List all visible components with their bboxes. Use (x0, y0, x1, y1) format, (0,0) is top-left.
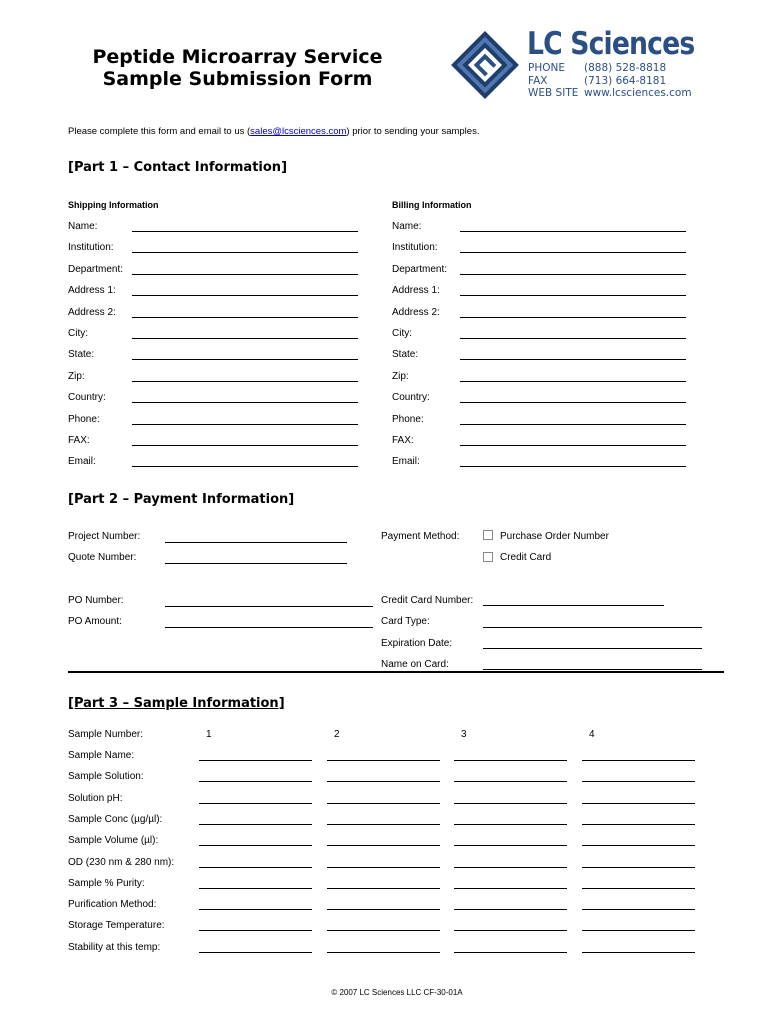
section-divider (68, 671, 724, 673)
billing-field-label: State: (392, 349, 419, 361)
shipping-field-input[interactable] (132, 231, 358, 232)
sample-row-input[interactable] (199, 867, 312, 868)
sample-row-input[interactable] (582, 930, 695, 931)
sample-row-input[interactable] (454, 781, 567, 782)
sample-row-input[interactable] (582, 845, 695, 846)
billing-field-label: Name: (392, 221, 422, 232)
sample-row-input[interactable] (199, 845, 312, 846)
expiration-field[interactable] (483, 648, 702, 649)
sample-row-input[interactable] (199, 888, 312, 889)
sample-row-label: Sample Volume (µl): (68, 835, 159, 847)
shipping-field-label: State: (68, 349, 95, 361)
form-title-line2: Sample Submission Form (102, 68, 373, 90)
shipping-field-input[interactable] (132, 402, 358, 403)
sample-row-label: Purification Method: (68, 899, 157, 911)
shipping-field-label: Institution: (68, 242, 114, 254)
billing-field-label: Institution: (392, 242, 438, 254)
shipping-field-input[interactable] (132, 381, 358, 382)
sample-row-input[interactable] (199, 781, 312, 782)
shipping-field-input[interactable] (132, 252, 358, 253)
sample-row-input[interactable] (582, 760, 695, 761)
card-type-label: Card Type: (381, 616, 430, 627)
sample-row-input[interactable] (582, 909, 695, 910)
phone-label: PHONE (528, 62, 565, 74)
sample-row-input[interactable] (327, 824, 440, 825)
billing-field-label: Department: (392, 263, 448, 275)
po-amount-field[interactable] (165, 627, 373, 628)
sample-row-input[interactable] (327, 888, 440, 889)
shipping-field-input[interactable] (132, 424, 358, 425)
shipping-field-label: Email: (68, 456, 96, 468)
billing-field-input[interactable] (460, 381, 686, 382)
sample-row-input[interactable] (199, 824, 312, 825)
quote-number-label: Quote Number: (68, 552, 137, 563)
billing-field-input[interactable] (460, 274, 686, 275)
company-name: LC Sciences (527, 26, 695, 62)
po-number-label: PO Number: (68, 595, 124, 606)
sample-row-label: Sample % Purity: (68, 877, 145, 889)
expiration-label: Expiration Date: (381, 638, 453, 649)
web-label: WEB SITE (528, 87, 579, 99)
form-title (90, 46, 385, 90)
sample-row-input[interactable] (454, 888, 567, 889)
sample-row-input[interactable] (454, 824, 567, 825)
project-number-label: Project Number: (68, 531, 141, 542)
billing-field-input[interactable] (460, 445, 686, 446)
lc-sciences-logo-icon (448, 28, 522, 102)
po-option-label: Purchase Order Number (500, 531, 609, 542)
shipping-field-input[interactable] (132, 359, 358, 360)
billing-field-label: Address 1: (392, 285, 440, 297)
shipping-field-input[interactable] (132, 295, 358, 296)
sample-row-input[interactable] (454, 867, 567, 868)
cc-number-field[interactable] (483, 605, 664, 606)
form-title-line1: Peptide Microarray Service (92, 46, 383, 68)
sample-row-input[interactable] (327, 952, 440, 953)
sample-row-input[interactable] (582, 803, 695, 804)
fax-value: (713) 664-8181 (584, 74, 667, 87)
sample-row-input[interactable] (327, 867, 440, 868)
sample-row-input[interactable] (582, 888, 695, 889)
name-on-card-label: Name on Card: (381, 659, 449, 670)
billing-field-label: Phone: (392, 413, 424, 425)
shipping-field-label: Phone: (68, 413, 100, 425)
billing-field-input[interactable] (460, 338, 686, 339)
sample-row-label: Storage Temperature: (68, 920, 165, 932)
shipping-field-label: FAX: (68, 435, 90, 446)
payment-method-label: Payment Method: (381, 531, 460, 542)
billing-field-input[interactable] (460, 424, 686, 425)
shipping-field-input[interactable] (132, 317, 358, 318)
billing-field-input[interactable] (460, 359, 686, 360)
sample-row-input[interactable] (199, 930, 312, 931)
sample-row-input[interactable] (582, 824, 695, 825)
sample-row-label: Sample Conc (µg/µl): (68, 813, 163, 825)
sample-row-label: Solution pH: (68, 792, 123, 804)
shipping-field-input[interactable] (132, 338, 358, 339)
sample-row-label: Sample Name: (68, 750, 135, 761)
po-checkbox[interactable] (483, 530, 493, 540)
billing-field-label: Zip: (392, 370, 409, 382)
name-on-card-field[interactable] (483, 669, 702, 670)
billing-field-label: FAX: (392, 435, 414, 446)
shipping-header: Shipping Information (68, 200, 159, 210)
sample-row-input[interactable] (582, 952, 695, 953)
shipping-field-input[interactable] (132, 445, 358, 446)
sample-row-input[interactable] (327, 909, 440, 910)
sample-row-input[interactable] (454, 845, 567, 846)
quote-number-field[interactable] (165, 563, 347, 564)
sample-row-label: OD (230 nm & 280 nm): (68, 856, 175, 868)
sample-number-label: Sample Number: (68, 729, 144, 740)
sample-col-3: 3 (461, 729, 467, 740)
shipping-field-label: City: (68, 328, 88, 339)
email-link[interactable]: sales@lcsciences.com (250, 126, 347, 137)
sample-row-input[interactable] (327, 803, 440, 804)
fax-label: FAX (528, 74, 548, 87)
phone-value: (888) 528-8818 (584, 62, 667, 74)
billing-field-input[interactable] (460, 295, 686, 296)
billing-field-input[interactable] (460, 252, 686, 253)
billing-field-label: Email: (392, 456, 420, 468)
sample-row-input[interactable] (199, 909, 312, 910)
po-number-field[interactable] (165, 606, 373, 607)
billing-field-label: Country: (392, 392, 430, 404)
sample-row-input[interactable] (454, 803, 567, 804)
sample-row-input[interactable] (454, 930, 567, 931)
billing-field-label: City: (392, 328, 412, 339)
sample-row-input[interactable] (199, 952, 312, 953)
sample-row-input[interactable] (582, 867, 695, 868)
intro-after: ) prior to sending your samples. (346, 126, 480, 137)
part3-heading: [Part 3 – Sample Information] (68, 696, 285, 711)
sample-row-input[interactable] (454, 952, 567, 953)
sample-row-input[interactable] (454, 760, 567, 761)
billing-field-input[interactable] (460, 317, 686, 318)
sample-col-1: 1 (206, 729, 212, 740)
sample-row-input[interactable] (327, 930, 440, 931)
shipping-field-label: Address 2: (68, 306, 116, 318)
part1-heading: [Part 1 – Contact Information] (68, 160, 288, 175)
shipping-field-input[interactable] (132, 274, 358, 275)
sample-col-4: 4 (589, 729, 595, 740)
cc-number-label: Credit Card Number: (381, 595, 474, 606)
sample-row-input[interactable] (327, 760, 440, 761)
project-number-field[interactable] (165, 542, 347, 543)
shipping-field-label: Name: (68, 221, 98, 232)
sample-row-input[interactable] (327, 845, 440, 846)
billing-field-input[interactable] (460, 466, 686, 467)
intro-text (68, 126, 479, 137)
billing-field-label: Address 2: (392, 306, 440, 318)
sample-row-input[interactable] (582, 781, 695, 782)
sample-row-label: Stability at this temp: (68, 941, 161, 953)
part2-heading: [Part 2 – Payment Information] (68, 492, 295, 507)
web-value: www.lcsciences.com (584, 87, 692, 99)
credit-card-checkbox[interactable] (483, 552, 493, 562)
sample-row-input[interactable] (454, 909, 567, 910)
intro-before: Please complete this form and email to us ( (68, 126, 251, 137)
sample-row-input[interactable] (199, 803, 312, 804)
footer-copyright: © 2007 LC Sciences LLC CF-30-01A (331, 988, 463, 997)
shipping-field-label: Country: (68, 392, 106, 404)
sample-row-input[interactable] (199, 760, 312, 761)
contact-labels (528, 62, 578, 100)
contact-values (584, 62, 692, 100)
billing-field-input[interactable] (460, 402, 686, 403)
shipping-field-label: Department: (68, 263, 124, 275)
po-amount-label: PO Amount: (68, 616, 122, 627)
billing-header: Billing Information (392, 200, 472, 210)
billing-field-input[interactable] (460, 231, 686, 232)
shipping-field-label: Address 1: (68, 285, 116, 297)
card-type-field[interactable] (483, 627, 702, 628)
sample-col-2: 2 (334, 729, 340, 740)
sample-row-label: Sample Solution: (68, 771, 144, 783)
shipping-field-label: Zip: (68, 370, 85, 382)
shipping-field-input[interactable] (132, 466, 358, 467)
cc-option-label: Credit Card (500, 552, 552, 563)
sample-row-input[interactable] (327, 781, 440, 782)
